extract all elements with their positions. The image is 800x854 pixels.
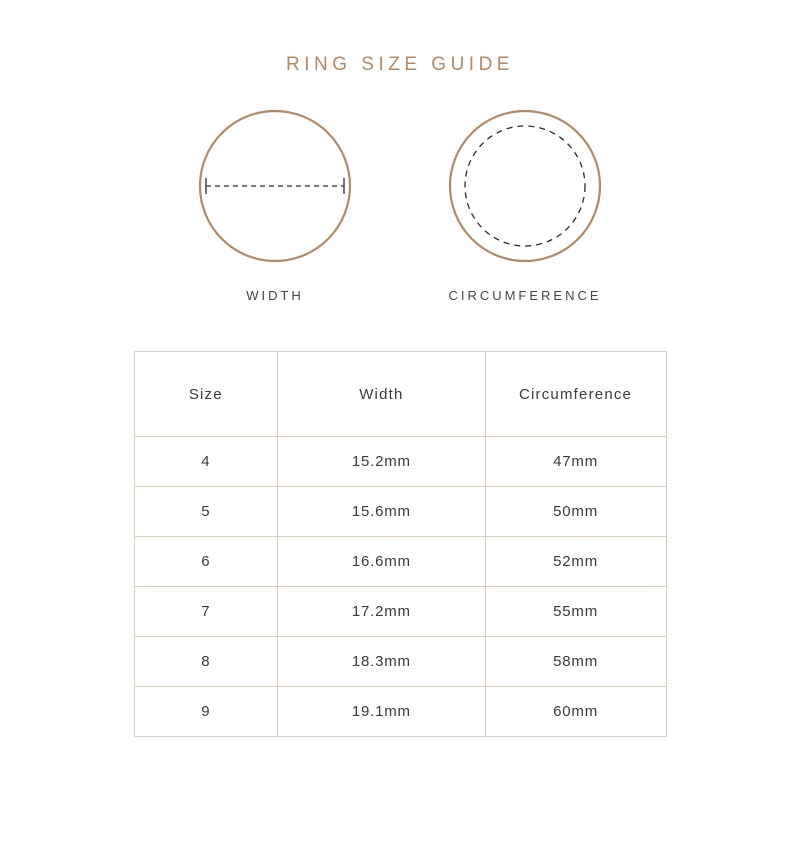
circumference-diagram-label: CIRCUMFERENCE (448, 288, 602, 303)
cell-width: 15.6mm (278, 487, 485, 537)
circumference-ring-icon (445, 106, 605, 266)
cell-width: 19.1mm (278, 687, 485, 737)
cell-size: 4 (134, 437, 278, 487)
cell-size: 8 (134, 637, 278, 687)
circumference-diagram (445, 106, 605, 303)
cell-circumference: 55mm (485, 587, 666, 637)
cell-size: 5 (134, 487, 278, 537)
width-ring-icon (195, 106, 355, 266)
table-row (134, 537, 666, 587)
cell-circumference: 47mm (485, 437, 666, 487)
size-table-container (134, 351, 667, 737)
table-row (134, 587, 666, 637)
diagram-row (0, 106, 800, 303)
table-row (134, 687, 666, 737)
cell-circumference: 60mm (485, 687, 666, 737)
table-row (134, 637, 666, 687)
cell-width: 17.2mm (278, 587, 485, 637)
cell-size: 9 (134, 687, 278, 737)
cell-width: 16.6mm (278, 537, 485, 587)
column-header-size: Size (134, 352, 278, 437)
width-diagram (195, 106, 355, 303)
size-table (134, 351, 667, 737)
cell-circumference: 52mm (485, 537, 666, 587)
cell-width: 15.2mm (278, 437, 485, 487)
page-title: RING SIZE GUIDE (286, 54, 514, 75)
table-header-row (134, 352, 666, 437)
width-diagram-label: WIDTH (246, 288, 304, 303)
cell-width: 18.3mm (278, 637, 485, 687)
column-header-circumference: Circumference (485, 352, 666, 437)
cell-circumference: 58mm (485, 637, 666, 687)
ring-size-guide-page (0, 54, 800, 854)
table-row (134, 487, 666, 537)
cell-circumference: 50mm (485, 487, 666, 537)
cell-size: 6 (134, 537, 278, 587)
table-row (134, 437, 666, 487)
cell-size: 7 (134, 587, 278, 637)
column-header-width: Width (278, 352, 485, 437)
